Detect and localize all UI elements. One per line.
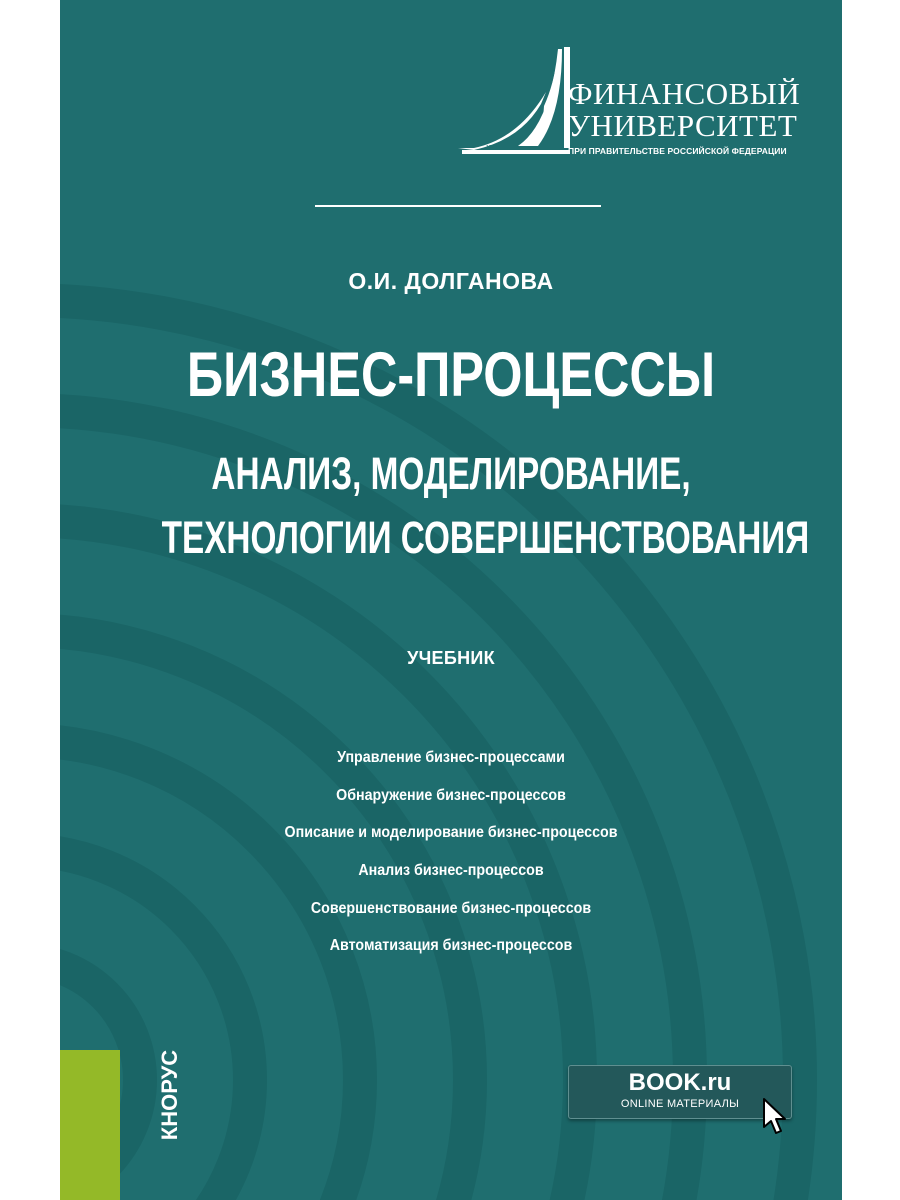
topic-list xyxy=(60,744,842,970)
logo-line-2: УНИВЕРСИТЕТ xyxy=(568,108,798,143)
logo-line-3: ПРИ ПРАВИТЕЛЬСТВЕ РОССИЙСКОЙ ФЕДЕРАЦИИ xyxy=(568,146,787,156)
book-cover xyxy=(60,0,842,1200)
bookru-badge[interactable] xyxy=(568,1065,792,1119)
topic-item: Автоматизация бизнес-процессов xyxy=(329,937,573,955)
topic-item: Описание и моделирование бизнес-процессов xyxy=(284,824,618,842)
logo-year: 1919 xyxy=(486,145,498,151)
bookru-title: BOOK.ru xyxy=(628,1069,732,1096)
cursor-arrow-icon xyxy=(762,1097,788,1137)
university-name xyxy=(568,78,808,156)
green-spine-tab xyxy=(60,1050,120,1200)
title-line-3: ТЕХНОЛОГИИ СОВЕРШЕНСТВОВАНИЯ xyxy=(161,512,810,563)
logo-line-1: ФИНАНСОВЫЙ xyxy=(568,76,801,111)
topic-item: Обнаружение бизнес-процессов xyxy=(336,786,566,804)
decorative-rings xyxy=(60,0,842,1200)
topic-item: Анализ бизнес-процессов xyxy=(358,862,544,880)
title-line-1: БИЗНЕС-ПРОЦЕССЫ xyxy=(186,340,716,410)
book-type: УЧЕБНИК xyxy=(407,648,495,668)
publisher-name: КНОРУС xyxy=(157,1049,182,1141)
topic-item: Совершенствование бизнес-процессов xyxy=(310,899,592,917)
topic-item: Управление бизнес-процессами xyxy=(337,749,565,766)
divider xyxy=(315,205,601,207)
university-logo-icon xyxy=(458,44,582,156)
title-line-2: АНАЛИЗ, МОДЕЛИРОВАНИЕ, xyxy=(211,448,691,499)
author-name: О.И. ДОЛГАНОВА xyxy=(348,268,554,294)
bookru-subtitle: ONLINE МАТЕРИАЛЫ xyxy=(620,1098,740,1110)
